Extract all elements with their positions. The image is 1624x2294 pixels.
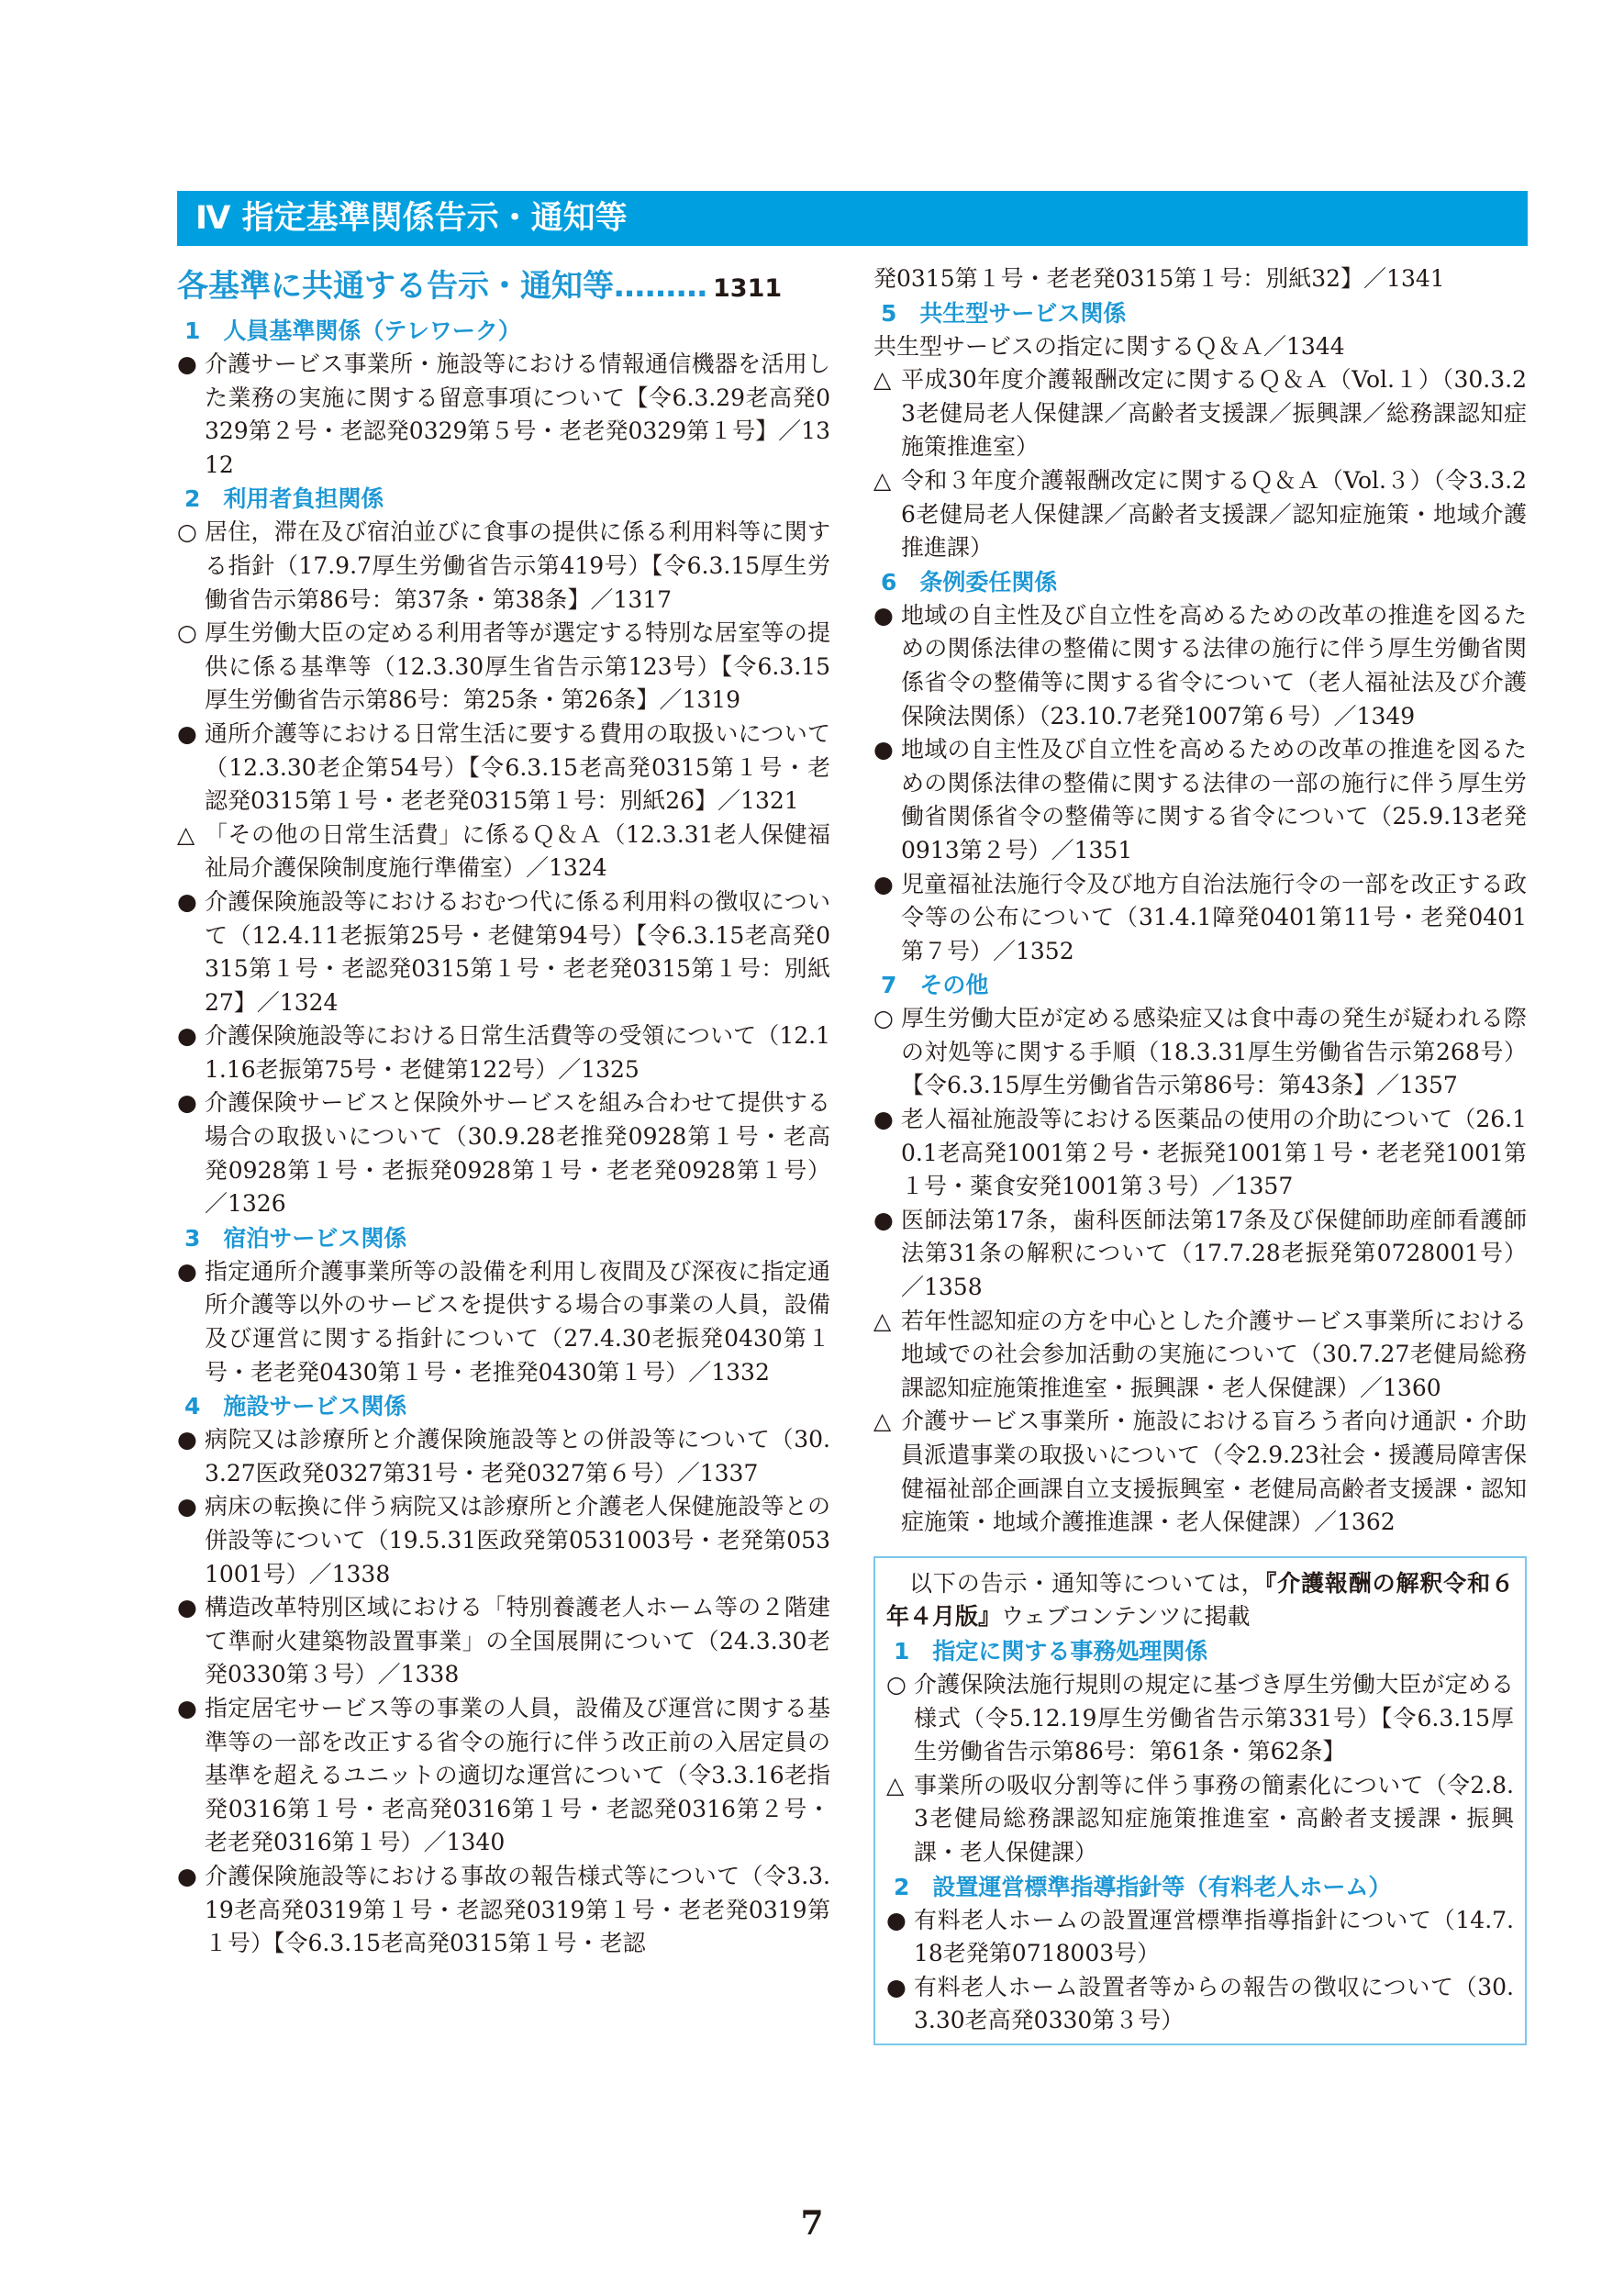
entry-marker: ● bbox=[886, 1906, 907, 1933]
document-entry bbox=[177, 348, 830, 482]
document-entry bbox=[177, 516, 830, 617]
entry-marker: ● bbox=[177, 1594, 197, 1621]
document-entry bbox=[886, 1904, 1514, 1971]
entry-text: 地域の自主性及び自立性を高めるための改革の推進を図るための関係法律の整備に関する法律の一部の施行に伴う厚生労働省関係省令の整備等に関する省令について（25.9.13老発0913第２号）／1351 bbox=[901, 736, 1527, 863]
section-heading: 2 設置運営標準指導指針等（有料老人ホーム） bbox=[894, 1873, 1392, 1900]
web-contents-box bbox=[873, 1556, 1527, 2045]
box-intro-pre: 以下の告示・通知等については， bbox=[909, 1569, 1265, 1597]
entry-text: 若年性認知症の方を中心とした介護サービス事業所における地域での社会参加活動の実施について（30.7.27老健局総務課認知症施策推進室・振興課・老人保健課）／1360 bbox=[901, 1307, 1527, 1401]
entry-marker: ● bbox=[177, 1493, 197, 1520]
document-entry bbox=[177, 1692, 830, 1860]
entry-text: 老人福祉施設等における医薬品の使用の介助について（26.10.1老高発1001第２号・老振発1001第１号・老老発1001第１号・薬食安発1001第３号）／1357 bbox=[901, 1106, 1527, 1200]
section-heading: 1 人員基準関係（テレワーク） bbox=[184, 317, 521, 344]
entry-marker: ● bbox=[177, 1257, 197, 1285]
section-heading: 6 条例委任関係 bbox=[881, 568, 1058, 596]
document-entry bbox=[177, 1255, 830, 1389]
document-entry bbox=[873, 1103, 1527, 1204]
entry-marker: ● bbox=[177, 887, 197, 915]
continued-text: 発0315第１号・老老発0315第１号：別紙32】／1341 bbox=[873, 265, 1445, 292]
entry-marker: △ bbox=[873, 1307, 892, 1334]
document-entry bbox=[873, 868, 1527, 969]
entry-text: 「その他の日常生活費」に係るＱ＆Ａ（12.3.31老人保健福祉局介護保険制度施行準備室）／1324 bbox=[205, 820, 830, 882]
entry-text: 構造改革特別区域における「特別養護老人ホーム等の２階建て準耐火建築物設置事業」の全国展開について（24.3.30老発0330第３号）／1338 bbox=[205, 1594, 830, 1688]
main-heading-dots: ……… bbox=[614, 268, 707, 305]
entry-text: 介護保険施設等における日常生活費等の受領について（12.11.16老振第75号・老健第122号）／1325 bbox=[205, 1022, 830, 1083]
entry-text: 地域の自主性及び自立性を高めるための改革の推進を図るための関係法律の整備に関する法律の施行に伴う厚生労働省関係省令の整備等に関する省令について（老人福祉法及び介護保険法関係）（23.10.7老発1007第６号）／1349 bbox=[901, 601, 1527, 729]
box-intro bbox=[886, 1567, 1514, 1634]
section-heading: 5 共生型サービス関係 bbox=[881, 299, 1127, 327]
entry-text: 児童福祉法施行令及び地方自治法施行令の一部を改正する政令等の公布について（31.4.1障発0401第11号・老発0401第７号）／1352 bbox=[901, 870, 1527, 964]
entry-text: 有料老人ホーム設置者等からの報告の徴収について（30.3.30老高発0330第３号） bbox=[914, 1973, 1514, 2034]
entry-text: 指定通所介護事業所等の設備を利用し夜間及び深夜に指定通所介護等以外のサービスを提供する場合の事業の人員，設備及び運営に関する指針について（27.4.30老振発0430第１号・老老発0430第１号・老推発0430第１号）／1332 bbox=[205, 1257, 830, 1386]
entry-marker: △ bbox=[177, 820, 195, 848]
entry-text: 介護保険施設等における事故の報告様式等について（令3.3.19老高発0319第１号・老認発0319第１号・老老発0319第１号）【令6.3.15老高発0315第１号・老認 bbox=[205, 1862, 830, 1957]
entry-marker: ● bbox=[873, 736, 894, 763]
box-intro-bold: 『介護報酬の解釈令和６年４月版』 bbox=[886, 1569, 1514, 1631]
document-entry bbox=[873, 464, 1527, 565]
section-header-title: Ⅳ 指定基準関係告示・通知等 bbox=[195, 200, 628, 237]
entry-marker: △ bbox=[873, 466, 892, 494]
document-entry bbox=[873, 1405, 1527, 1539]
entry-text: 平成30年度介護報酬改定に関するＱ＆Ａ（Vol.１）（30.3.23老健局老人保健課／高齢者支援課／振興課／総務課認知症施策推進室） bbox=[901, 366, 1527, 461]
document-entry bbox=[177, 617, 830, 718]
entry-text: 介護保険サービスと保険外サービスを組み合わせて提供する場合の取扱いについて（30.9.28老推発0928第１号・老高発0928第１号・老振発0928第１号・老老発0928第１号）／1326 bbox=[205, 1089, 830, 1218]
document-entry bbox=[873, 1204, 1527, 1305]
entry-text: 介護サービス事業所・施設等における情報通信機器を活用した業務の実施に関する留意事項について【令6.3.29老高発0329第２号・老認発0329第５号・老老発0329第１号】／1312 bbox=[205, 351, 830, 478]
document-entry bbox=[177, 1860, 830, 1961]
section-heading: 1 指定に関する事務処理関係 bbox=[894, 1637, 1208, 1665]
document-entry bbox=[886, 1971, 1514, 2038]
entry-text: 医師法第17条，歯科医師法第17条及び保健師助産師看護師法第31条の解釈について（17.7.28老振発第0728001号）／1358 bbox=[901, 1206, 1527, 1301]
entry-marker: ● bbox=[177, 1426, 197, 1453]
entry-marker: ● bbox=[873, 1106, 894, 1133]
section-heading: 4 施設サービス関係 bbox=[184, 1393, 407, 1420]
document-entry bbox=[873, 1002, 1527, 1103]
entry-text: 通所介護等における日常生活に要する費用の取扱いについて（12.3.30老企第54号）【令6.3.15老高発0315第１号・老認発0315第１号・老老発0315第１号：別紙26】／1321 bbox=[205, 719, 830, 815]
entry-marker: ● bbox=[177, 1862, 197, 1889]
document-entry bbox=[177, 818, 830, 885]
entry-text: 厚生労働大臣が定める感染症又は食中毒の発生が疑われる際の対処等に関する手順（18.3.31厚生労働省告示第268号）【令6.3.15厚生労働省告示第86号：第43条】／1357 bbox=[901, 1005, 1527, 1099]
left-column bbox=[177, 262, 830, 1961]
main-heading-page: 1311 bbox=[713, 274, 783, 303]
document-entry bbox=[873, 1305, 1527, 1406]
entry-marker: ● bbox=[873, 601, 894, 629]
entry-marker: ● bbox=[177, 1022, 197, 1050]
section-heading: 7 その他 bbox=[881, 972, 989, 999]
entry-text: 病床の転換に伴う病院又は診療所と介護老人保健施設等との併設等について（19.5.31医政発第0531003号・老発第0531001号）／1338 bbox=[205, 1493, 830, 1587]
entry-text: 有料老人ホームの設置運営標準指導指針について（14.7.18老発第0718003号） bbox=[914, 1906, 1514, 1967]
entry-text: 指定居宅サービス等の事業の人員，設備及び運営に関する基準等の一部を改正する省令の施行に伴う改正前の入居定員の基準を超えるユニットの適切な運営について（令3.3.16老指発0316第１号・老高発0316第１号・老認発0316第２号・老老発0316第１号）／1340 bbox=[205, 1694, 830, 1856]
entry-text: 事業所の吸収分割等に伴う事務の簡素化について（令2.8.3老健局総務課認知症施策推進室・高齢者支援課・振興課・老人保健課） bbox=[914, 1771, 1514, 1865]
entry-marker: ● bbox=[177, 351, 197, 377]
entry-marker: △ bbox=[873, 1408, 892, 1435]
entry-marker: ○ bbox=[886, 1670, 907, 1698]
entry-text: 介護保険施設等におけるおむつ代に係る利用料の徴収について（12.4.11老振第25号・老健第94号）【令6.3.15老高発0315第１号・老認発0315第１号・老老発0315第１号：別紙27】／1324 bbox=[205, 887, 830, 1016]
document-entry bbox=[873, 733, 1527, 867]
left-entries bbox=[177, 314, 830, 1961]
page-number: 7 bbox=[800, 2204, 824, 2243]
entry-text: 厚生労働大臣の定める利用者等が選定する特別な居室等の提供に係る基準等（12.3.30厚生省告示第123号）【令6.3.15厚生労働省告示第86号：第25条・第26条】／1319 bbox=[205, 619, 830, 714]
right-column bbox=[873, 262, 1527, 2045]
entry-marker: ○ bbox=[177, 518, 197, 546]
document-entry bbox=[177, 1423, 830, 1490]
section-heading: 3 宿泊サービス関係 bbox=[184, 1224, 407, 1252]
section-header-bar bbox=[177, 191, 1528, 246]
entry-marker: ● bbox=[177, 1694, 197, 1721]
document-entry bbox=[177, 885, 830, 1019]
document-entry bbox=[177, 1086, 830, 1220]
document-entry bbox=[177, 718, 830, 818]
entry-marker: ● bbox=[873, 870, 894, 897]
entry-text: 令和３年度介護報酬改定に関するＱ＆Ａ（Vol.３）（令3.3.26老健局老人保健課／高齢者支援課／認知症施策・地域介護推進課） bbox=[901, 466, 1527, 562]
entry-marker: ○ bbox=[873, 1005, 894, 1032]
entry-text: 病院又は診療所と介護保険施設等との併設等について（30.3.27医政発0327第31号・老発0327第６号）／1337 bbox=[205, 1426, 830, 1487]
entry-text: 介護サービス事業所・施設における盲ろう者向け通訳・介助員派遣事業の取扱いについて（令2.9.23社会・援護局障害保健福祉部企画課自立支援振興室・老健局高齢者支援課・認知症施策・地域介護推進課・老人保健課）／1362 bbox=[901, 1408, 1527, 1536]
document-entry bbox=[177, 1019, 830, 1086]
plain-entry: 共生型サービスの指定に関するＱ＆Ａ／1344 bbox=[873, 332, 1345, 360]
document-entry bbox=[873, 599, 1527, 733]
section-heading: 2 利用者負担関係 bbox=[184, 485, 384, 513]
entry-marker: ● bbox=[886, 1973, 907, 2000]
entry-marker: ● bbox=[177, 1089, 197, 1117]
document-entry bbox=[177, 1490, 830, 1591]
main-heading-text: 各基準に共通する告示・通知等 bbox=[177, 268, 614, 305]
entry-text: 居住，滞在及び宿泊並びに食事の提供に係る利用料等に関する指針（17.9.7厚生労働省告示第419号）【令6.3.15厚生労働省告示第86号：第37条・第38条】／1317 bbox=[205, 518, 830, 613]
right-entries bbox=[873, 262, 1527, 1540]
entry-marker: ○ bbox=[177, 619, 197, 647]
entry-text: 介護保険法施行規則の規定に基づき厚生労働大臣が定める様式（令5.12.19厚生労働省告示第331号）【令6.3.15厚生労働省告示第86号：第61条・第62条】 bbox=[914, 1670, 1514, 1765]
entry-marker: △ bbox=[886, 1771, 905, 1798]
entry-marker: ● bbox=[177, 719, 197, 747]
document-entry bbox=[886, 1769, 1514, 1870]
document-entry bbox=[177, 1591, 830, 1692]
document-entry bbox=[873, 363, 1527, 464]
main-heading bbox=[177, 262, 830, 314]
box-intro-post: ウェブコンテンツに掲載 bbox=[1001, 1603, 1251, 1631]
entry-marker: △ bbox=[873, 366, 892, 394]
document-entry bbox=[886, 1668, 1514, 1769]
box-entries bbox=[886, 1634, 1514, 2038]
entry-marker: ● bbox=[873, 1206, 894, 1233]
